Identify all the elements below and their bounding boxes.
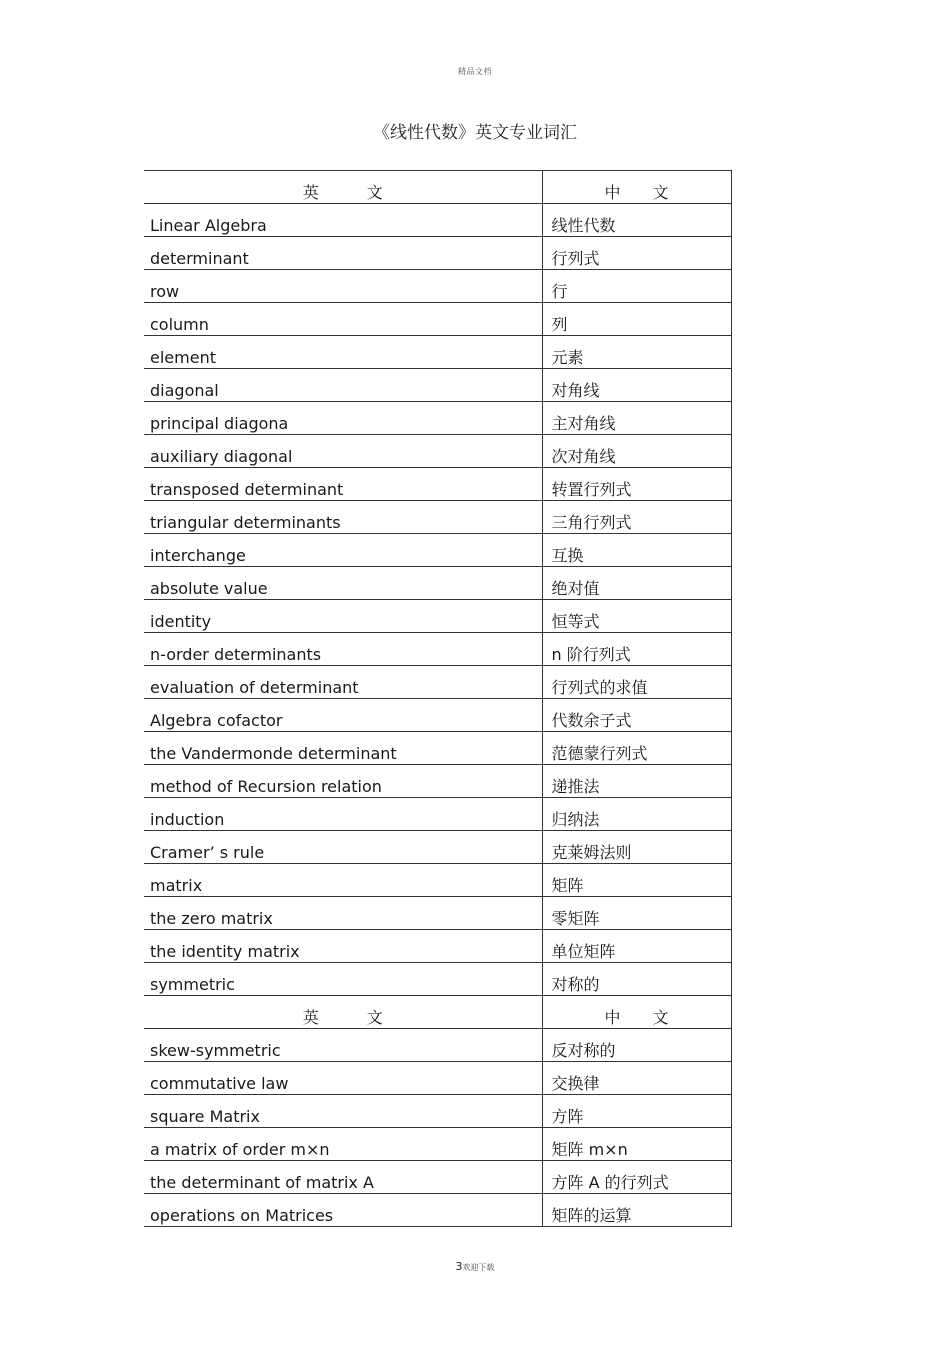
table-row — [144, 732, 731, 765]
term-english: Cramer’ s rule — [144, 831, 542, 864]
table-row — [144, 303, 731, 336]
document-title: 《线性代数》英文专业词汇 — [373, 123, 577, 143]
term-chinese: 方阵 — [542, 1095, 731, 1128]
table-row — [144, 567, 731, 600]
term-chinese: 矩阵的运算 — [542, 1194, 731, 1227]
page-number: 3 — [455, 1260, 463, 1273]
table-row — [144, 435, 731, 468]
term-english: matrix — [144, 864, 542, 897]
term-chinese: 单位矩阵 — [542, 930, 731, 963]
term-chinese: n 阶行列式 — [542, 633, 731, 666]
term-english: column — [144, 303, 542, 336]
term-chinese: 次对角线 — [542, 435, 731, 468]
header-english: 英 文 — [144, 996, 542, 1029]
table-row — [144, 534, 731, 567]
term-english: principal diagona — [144, 402, 542, 435]
term-chinese: 行列式的求值 — [542, 666, 731, 699]
term-english: the identity matrix — [144, 930, 542, 963]
term-english: auxiliary diagonal — [144, 435, 542, 468]
table-row — [144, 1128, 731, 1161]
vocabulary-table — [144, 170, 732, 1227]
term-chinese: 方阵 A 的行列式 — [542, 1161, 731, 1194]
table-row — [144, 600, 731, 633]
term-chinese: 范德蒙行列式 — [542, 732, 731, 765]
header-chinese: 中 文 — [542, 996, 731, 1029]
term-english: the determinant of matrix A — [144, 1161, 542, 1194]
term-chinese: 对称的 — [542, 963, 731, 996]
table-row — [144, 930, 731, 963]
table-row — [144, 897, 731, 930]
term-english: commutative law — [144, 1062, 542, 1095]
table-row — [144, 237, 731, 270]
term-english: diagonal — [144, 369, 542, 402]
header-english: 英 文 — [144, 171, 542, 204]
term-chinese: 反对称的 — [542, 1029, 731, 1062]
table-row — [144, 1161, 731, 1194]
page-footer — [0, 1260, 950, 1273]
table-row — [144, 402, 731, 435]
table-row — [144, 765, 731, 798]
table-row — [144, 1029, 731, 1062]
table-row — [144, 468, 731, 501]
header-watermark: 精品文档 — [458, 67, 492, 76]
term-english: determinant — [144, 237, 542, 270]
term-chinese: 对角线 — [542, 369, 731, 402]
table-row — [144, 864, 731, 897]
term-english: skew-symmetric — [144, 1029, 542, 1062]
term-chinese: 矩阵 m×n — [542, 1128, 731, 1161]
term-english: Linear Algebra — [144, 204, 542, 237]
term-chinese: 绝对值 — [542, 567, 731, 600]
term-english: a matrix of order m×n — [144, 1128, 542, 1161]
term-chinese: 交换律 — [542, 1062, 731, 1095]
footer-note: 欢迎下载 — [462, 1263, 495, 1272]
table-row — [144, 633, 731, 666]
table-row — [144, 270, 731, 303]
term-english: row — [144, 270, 542, 303]
table-row — [144, 336, 731, 369]
term-chinese: 三角行列式 — [542, 501, 731, 534]
term-english: operations on Matrices — [144, 1194, 542, 1227]
term-english: Algebra cofactor — [144, 699, 542, 732]
term-chinese: 克莱姆法则 — [542, 831, 731, 864]
term-chinese: 代数余子式 — [542, 699, 731, 732]
table-row — [144, 369, 731, 402]
term-english: n-order determinants — [144, 633, 542, 666]
table-header-row — [144, 996, 731, 1029]
term-english: absolute value — [144, 567, 542, 600]
term-chinese: 互换 — [542, 534, 731, 567]
term-chinese: 转置行列式 — [542, 468, 731, 501]
table-row — [144, 501, 731, 534]
term-chinese: 恒等式 — [542, 600, 731, 633]
header-chinese: 中 文 — [542, 171, 731, 204]
term-chinese: 线性代数 — [542, 204, 731, 237]
term-chinese: 递推法 — [542, 765, 731, 798]
term-chinese: 主对角线 — [542, 402, 731, 435]
term-chinese: 行列式 — [542, 237, 731, 270]
table-row — [144, 699, 731, 732]
term-english: triangular determinants — [144, 501, 542, 534]
table-row — [144, 666, 731, 699]
term-english: the Vandermonde determinant — [144, 732, 542, 765]
table-row — [144, 1095, 731, 1128]
term-chinese: 零矩阵 — [542, 897, 731, 930]
term-english: square Matrix — [144, 1095, 542, 1128]
term-chinese: 列 — [542, 303, 731, 336]
term-english: method of Recursion relation — [144, 765, 542, 798]
term-english: identity — [144, 600, 542, 633]
table-row — [144, 1194, 731, 1227]
term-english: transposed determinant — [144, 468, 542, 501]
term-chinese: 归纳法 — [542, 798, 731, 831]
term-chinese: 矩阵 — [542, 864, 731, 897]
table-header-row — [144, 171, 731, 204]
term-chinese: 元素 — [542, 336, 731, 369]
term-english: induction — [144, 798, 542, 831]
table-row — [144, 204, 731, 237]
table-row — [144, 831, 731, 864]
term-chinese: 行 — [542, 270, 731, 303]
term-english: element — [144, 336, 542, 369]
term-english: evaluation of determinant — [144, 666, 542, 699]
table-row — [144, 798, 731, 831]
table-row — [144, 1062, 731, 1095]
table-row — [144, 963, 731, 996]
term-english: symmetric — [144, 963, 542, 996]
term-english: interchange — [144, 534, 542, 567]
term-english: the zero matrix — [144, 897, 542, 930]
